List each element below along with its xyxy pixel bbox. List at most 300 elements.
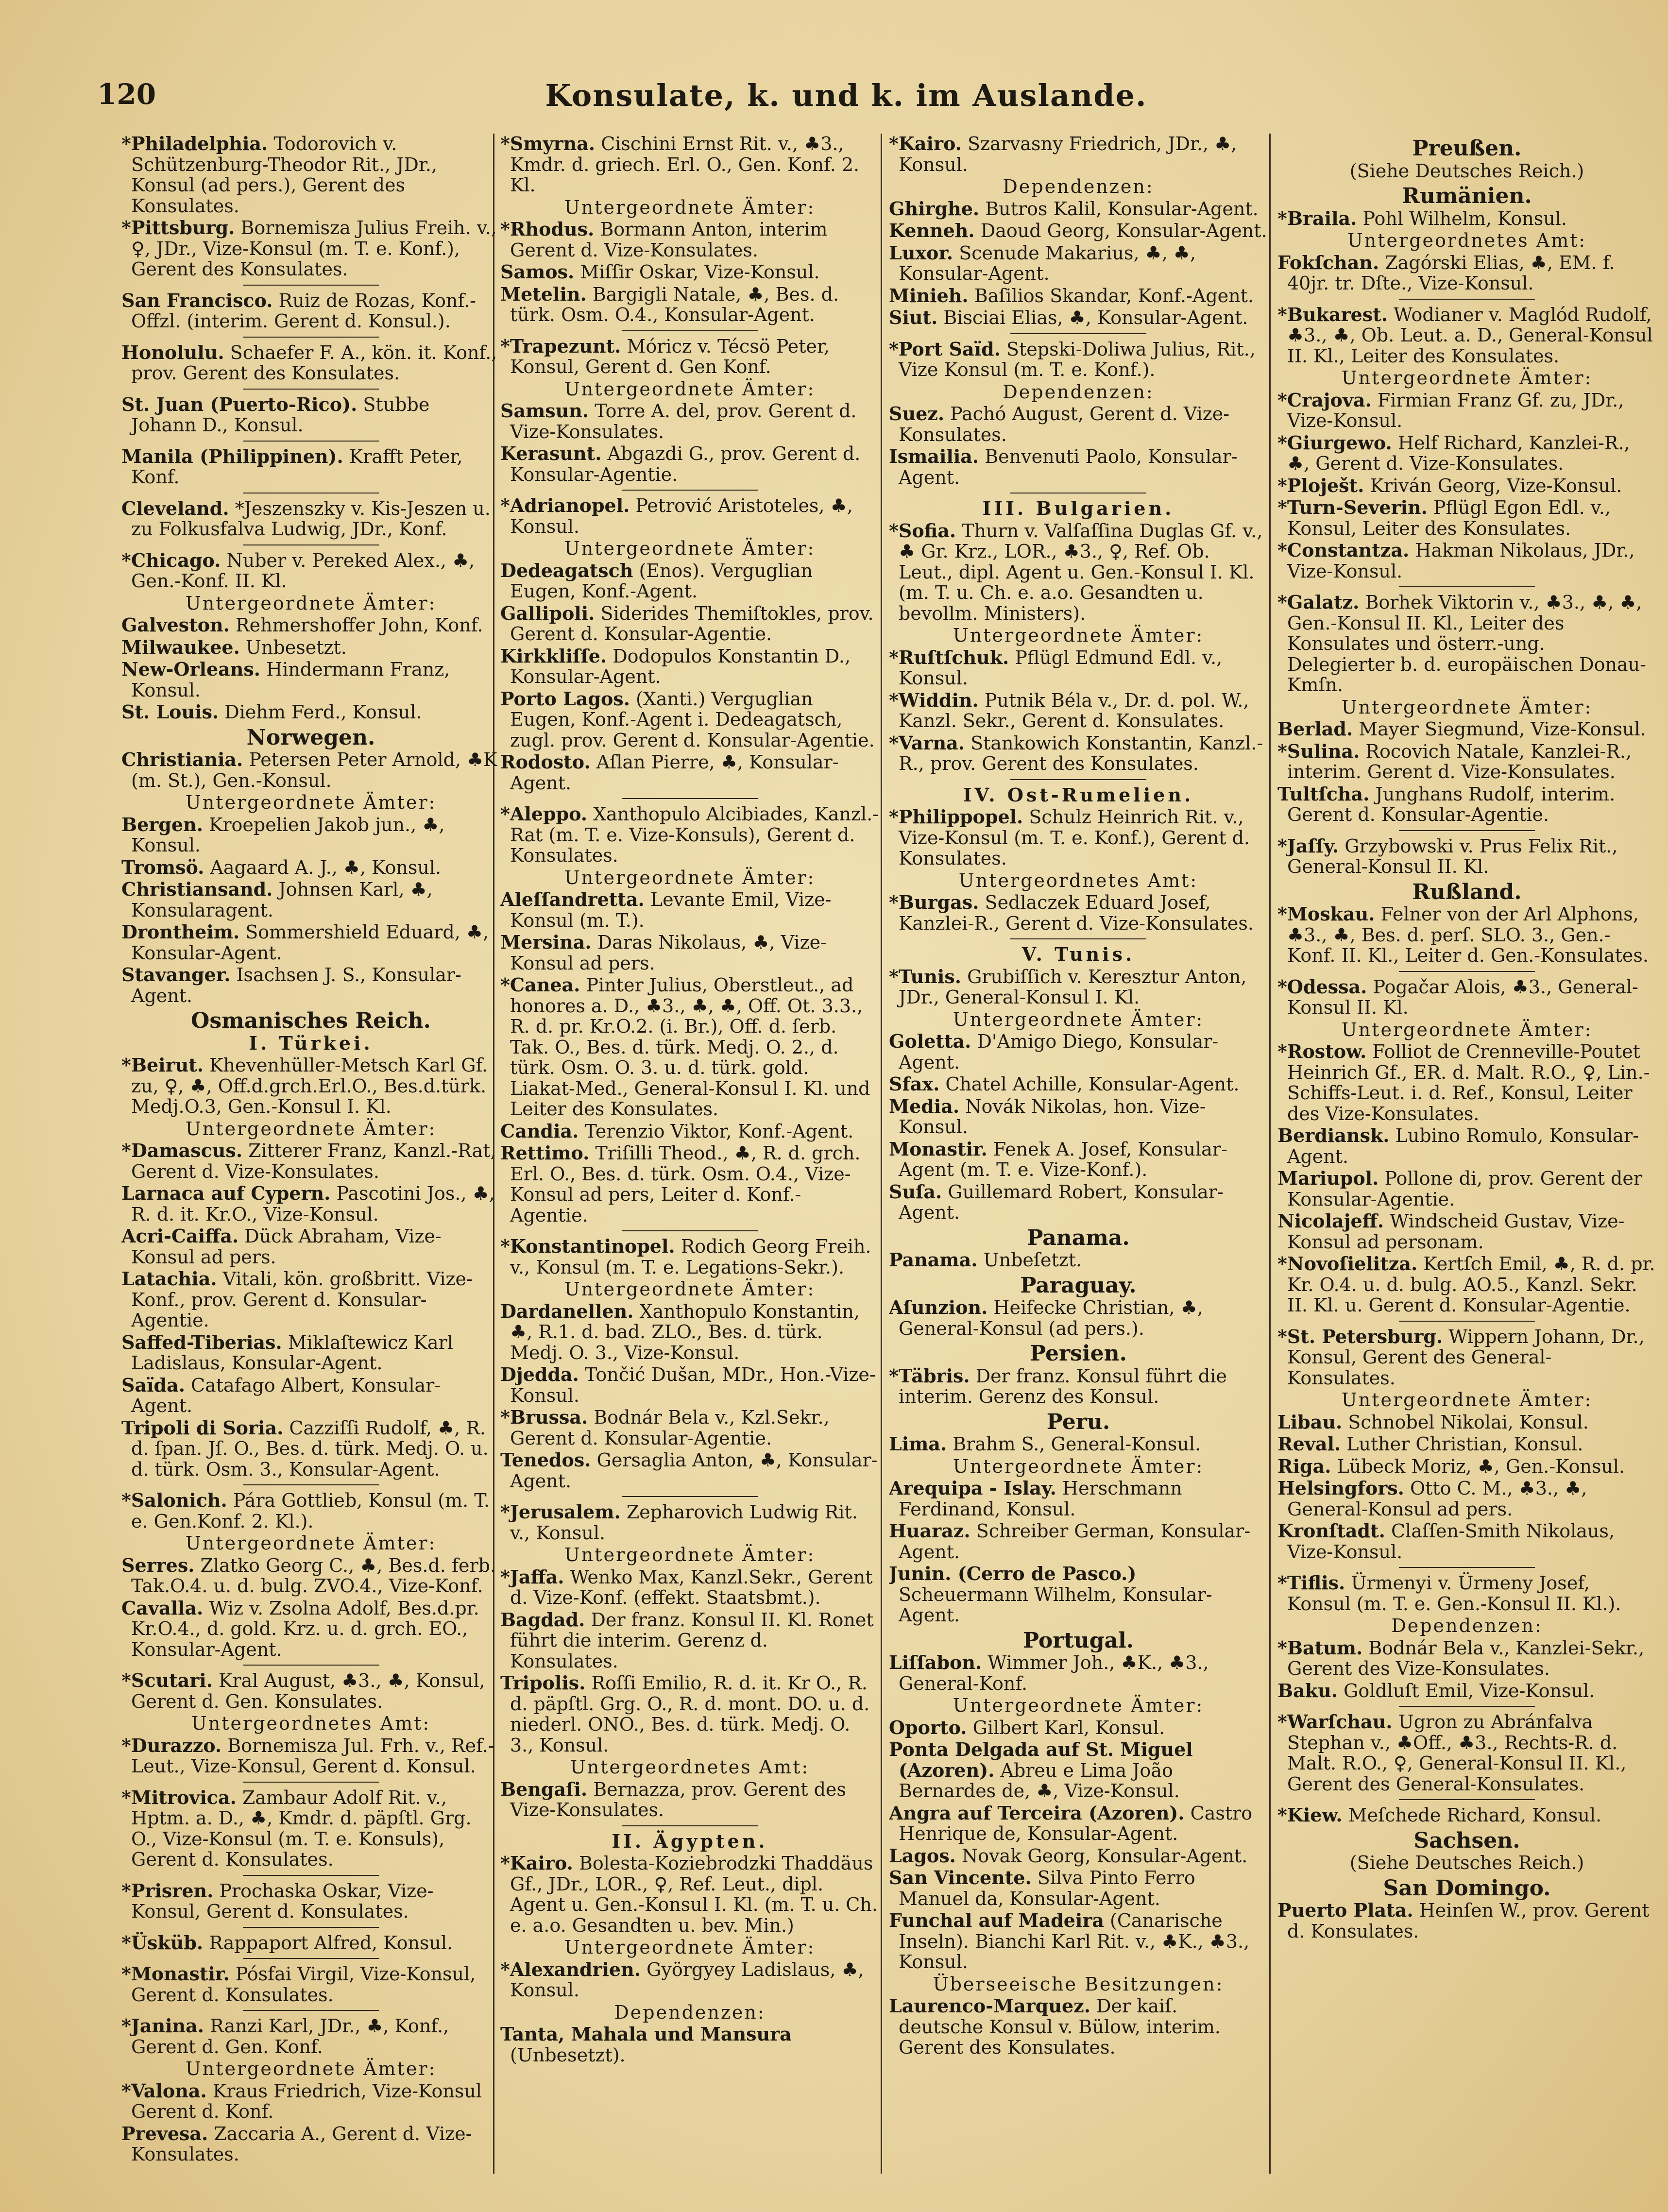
consulate-entry xyxy=(889,1521,1268,1562)
entry-separator xyxy=(121,1661,500,1669)
country-heading: Sachsen. xyxy=(1413,1828,1520,1853)
entry-text: Petrović Aristoteles, ♣, Konsul. xyxy=(510,495,853,537)
consulate-entry xyxy=(889,1910,1268,1973)
entry-text: Zitterer Franz, Kanzl.-Rat, Gerent d. Vize-Konsulates. xyxy=(131,1140,496,1182)
place-name: Libau. xyxy=(1277,1411,1343,1433)
consulate-entry xyxy=(1277,540,1656,581)
entry-separator xyxy=(500,486,879,494)
place-name: *Beirut. xyxy=(121,1054,204,1076)
entry-text: Junghans Rudolf, interim. Gerent d. Konsular-Agentie. xyxy=(1287,783,1616,825)
entry-text: Roſſi Emilio, R. d. it. Kr O., R. d. päpſtl. Grg. O., R. d. mont. DO. u. d. niederl. ONO., Bes. d. türk. Medj. O. 3., Konsul. xyxy=(510,1672,870,1756)
place-name: *Rostow. xyxy=(1277,1040,1367,1062)
entry-text: Zlatko Georg C., ♣, Bes.d. ferb. Tak.O.4. u. d. bulg. ZVO.4., Vize-Konf. xyxy=(131,1554,496,1597)
entry-separator xyxy=(889,935,1268,943)
place-name: *Batum. xyxy=(1277,1636,1363,1659)
entry-text: *Jeszenszky v. Kis-Jeszen u. zu Folkusfalva Ludwig, JDr., Konf. xyxy=(131,497,491,540)
subordinate-offices-label: Untergeordnete Ämter: xyxy=(564,1278,816,1300)
entry-text: Brahm S., General-Konsul. xyxy=(947,1433,1201,1455)
consulate-entry xyxy=(500,1364,879,1406)
country-heading: Portugal. xyxy=(1022,1628,1134,1653)
place-name: *Jaffa. xyxy=(500,1565,564,1588)
place-name: Saffed-Tiberias. xyxy=(121,1331,282,1353)
entry-separator xyxy=(1277,1702,1656,1710)
entry-text: Ugron zu Abránfalva Stephan v., ♣Off., ♣3., Rechts-R. d. Malt. R.O., ♀, General-Konsul II. Kl., Gerent des General-Konsulates. xyxy=(1287,1711,1627,1795)
place-name: *Scutari. xyxy=(121,1669,213,1691)
place-name: *Konstantinopel. xyxy=(500,1235,675,1257)
place-name: Kronſtadt. xyxy=(1277,1520,1385,1542)
country-heading: Norwegen. xyxy=(246,725,375,750)
place-name: Drontheim. xyxy=(121,921,240,943)
place-name: *Monastir. xyxy=(121,1963,230,1985)
place-name: Media. xyxy=(889,1095,960,1117)
entry-text: Pinter Julius, Oberstleut., ad honores a. D., ♣3., ♣, ♣, Off. Ot. 3.3., R. d. pr. Kr.O.2. (i. Br.), Off. d. ſerb. Tak. O., Bes. d. türk. Medj. O. 2., d. türk. Osm. O. 3. u. d. türk. gold. Liakat-Med., General-Konsul I. Kl. und Leiter des Konsulates. xyxy=(510,974,870,1120)
place-name: Manila (Philippinen). xyxy=(121,445,343,467)
consulate-entry xyxy=(1277,592,1656,696)
entry-text: Zagórski Elias, ♣, EM. f. 40jr. tr. Dſte., Vize-Konsul. xyxy=(1287,252,1615,294)
text-column-2 xyxy=(500,134,879,2174)
consulate-entry xyxy=(1277,1125,1656,1167)
entry-text: Daoud Georg, Konsular-Agent. xyxy=(974,220,1267,241)
country-heading: Panama. xyxy=(1027,1225,1130,1250)
consulate-entry xyxy=(889,690,1268,732)
place-name: *Port Saïd. xyxy=(889,338,1001,360)
entry-separator xyxy=(1277,1796,1656,1804)
place-name: Fokſchan. xyxy=(1277,251,1379,273)
place-name: Bergen. xyxy=(121,813,203,835)
entry-text: Meſchede Richard, Konsul. xyxy=(1342,1804,1602,1826)
entry-text: Luther Christian, Konsul. xyxy=(1341,1433,1583,1455)
entry-text: Chatel Achille, Konsular-Agent. xyxy=(939,1073,1240,1095)
consulate-entry xyxy=(1277,904,1656,966)
entry-text: (Enos). Verguglian Eugen, Konf.-Agent. xyxy=(510,560,813,602)
entry-separator xyxy=(121,385,500,393)
entry-text: Hakman Nikolaus, JDr., Vize-Konsul. xyxy=(1287,540,1635,582)
place-name: Panama. xyxy=(889,1249,978,1271)
entry-text: Abreu e Lima João Bernardes de, ♣, Vize-Konsul. xyxy=(899,1759,1180,1802)
dependencies-label: Dependenzen: xyxy=(1003,381,1154,403)
consulate-entry xyxy=(500,262,879,283)
entry-text: Bisciai Elias, ♣, Konsular-Agent. xyxy=(937,307,1248,328)
entry-separator xyxy=(121,1923,500,1931)
entry-text: Castro Henrique de, Konsular-Agent. xyxy=(899,1802,1253,1844)
dependencies-label: Dependenzen: xyxy=(614,2001,766,2023)
entry-text: Bolesta-Koziebrodzki Thaddäus Gf., JDr., LOR., ♀, Ref. Leut., dipl. Agent u. Gen.-Konsul I. Kl. (m. T. u. Ch. e. a.o. Gesandten u. bev. Min.) xyxy=(510,1853,878,1936)
consulate-entry xyxy=(500,1959,879,2001)
place-name: Samsun. xyxy=(500,400,589,422)
place-name: Honolulu. xyxy=(121,341,224,363)
country-heading: Persien. xyxy=(1030,1341,1127,1366)
place-name: Kirkkliſſe. xyxy=(500,645,607,667)
place-name: *Trapezunt. xyxy=(500,335,621,357)
subordinate-offices-label: Untergeordnetes Amt: xyxy=(191,1713,431,1734)
consulate-entry xyxy=(121,1418,500,1480)
entry-text: Dück Abraham, Vize-Konsul ad pers. xyxy=(131,1225,442,1268)
consulate-entry xyxy=(500,1143,879,1225)
entry-text: Scheuermann Wilhelm, Konsular-Agent. xyxy=(899,1583,1212,1626)
consulate-entry xyxy=(500,1407,879,1448)
place-name: *Aleppo. xyxy=(500,803,588,825)
entry-text: Firmian Franz Gf. zu, JDr., Vize-Konsul. xyxy=(1287,389,1624,431)
consulate-entry xyxy=(121,1881,500,1922)
consulate-entry xyxy=(1277,1712,1656,1794)
consulate-entry xyxy=(500,1502,879,1543)
place-name: Kenneh. xyxy=(889,220,975,241)
consulate-entry xyxy=(889,1074,1268,1095)
entry-text: Schreiber German, Konsular-Agent. xyxy=(899,1520,1251,1563)
entry-text: (Unbesetzt). xyxy=(510,2044,626,2066)
entry-text: Wiz v. Zsolna Adolf, Bes.d.pr. Kr.O.4., d. gold. Krz. u. d. grch. EO., Konsular-Agent. xyxy=(131,1597,479,1660)
consulate-entry xyxy=(121,1183,500,1225)
entry-text: Bornemisza Julius Freih. v., ♀, JDr., Vize-Konsul (m. T. e. Konf.), Gerent des Konsulates. xyxy=(131,217,497,280)
consulate-entry xyxy=(121,1787,500,1870)
entry-text: Johnsen Karl, ♣, Konsularagent. xyxy=(131,879,433,921)
entry-text: Xanthopulo Konstantin, ♣, R.1. d. bad. ZLO., Bes. d. türk. Medj. O. 3., Vize-Konsul. xyxy=(510,1300,860,1363)
place-name: *Canea. xyxy=(500,974,580,996)
place-name: *Ruſtſchuk. xyxy=(889,646,1009,668)
place-name: *Kiew. xyxy=(1277,1804,1343,1826)
entry-text: Borhek Viktorin v., ♣3., ♣, ♣, Gen.-Konsul II. Kl., Leiter des Konsulates und österr.-ung. Delegierter b. d. europäischen Donau-Kmſn. xyxy=(1287,592,1646,696)
entry-text: Petersen Peter Arnold, ♣K (m. St.), Gen.-Konsul. xyxy=(131,749,497,791)
dependencies-label: Dependenzen: xyxy=(1391,1615,1543,1636)
subordinate-offices-label: Untergeordnete Ämter: xyxy=(564,1544,816,1565)
place-name: Tripoli di Soria. xyxy=(121,1416,284,1439)
place-name: Mariupol. xyxy=(1277,1167,1379,1189)
consulate-entry xyxy=(889,1297,1268,1339)
consulate-entry xyxy=(889,1868,1268,1909)
consulate-entry xyxy=(1277,977,1656,1018)
entry-text: Kroepelien Jakob jun., ♣, Konsul. xyxy=(131,814,445,856)
entry-text: Kraus Friedrich, Vize-Konsul Gerent d. Konf. xyxy=(131,2080,482,2122)
consulate-entry xyxy=(889,1031,1268,1072)
place-name: Dedeagatsch xyxy=(500,559,633,581)
place-name: Candia. xyxy=(500,1120,579,1142)
place-name: Milwaukee. xyxy=(121,636,240,658)
place-name: Prevesa. xyxy=(121,2122,208,2144)
consulate-entry xyxy=(1277,1254,1656,1316)
consulate-entry xyxy=(500,1610,879,1672)
place-name: *Widdin. xyxy=(889,689,979,711)
place-name: Tromsö. xyxy=(121,856,204,878)
consulate-entry xyxy=(121,2124,500,2165)
entry-text: Stepski-Doliwa Julius, Rit., Vize Konsul (m. T. e. Konf.). xyxy=(899,338,1256,380)
consulate-entry xyxy=(889,1478,1268,1519)
entry-separator xyxy=(500,327,879,335)
place-name: Huaraz. xyxy=(889,1520,970,1542)
place-name: Saïda. xyxy=(121,1374,185,1396)
place-name: *Warſchau. xyxy=(1277,1711,1393,1733)
place-name: *Kairo. xyxy=(889,134,962,154)
entry-text: Prochaska Oskar, Vize-Konsul, Gerent d. Konsulates. xyxy=(131,1880,434,1922)
consulate-entry xyxy=(121,1332,500,1374)
place-name: Kerasunt. xyxy=(500,442,602,464)
entry-text: Schnobel Nikolai, Konsul. xyxy=(1342,1411,1589,1433)
consulate-entry xyxy=(889,733,1268,774)
entry-text: Pflügl Edmund Edl. v., Konsul. xyxy=(899,647,1223,689)
consulate-entry xyxy=(1277,1168,1656,1209)
entry-text: Der franz. Konsul führt die interim. Gerenz des Konsul. xyxy=(899,1365,1227,1407)
entry-text: Györgyey Ladislaus, ♣, Konsul. xyxy=(510,1958,864,2001)
consulate-entry xyxy=(500,689,879,751)
place-name: *Pittsburg. xyxy=(121,217,235,238)
entry-text: Sommershield Eduard, ♣, Konsular-Agent. xyxy=(131,921,489,964)
place-name: *Tiflis. xyxy=(1277,1572,1345,1594)
entry-text: Pascotini Jos., ♣, R. d. it. Kr.O., Vize-Konsul. xyxy=(131,1183,495,1225)
place-name: *Philippopel. xyxy=(889,806,1023,828)
consulate-entry xyxy=(889,307,1268,328)
entry-text: Rehmershoffer John, Konf. xyxy=(229,614,483,636)
entry-text: Krafft Peter, Konf. xyxy=(131,445,463,488)
entry-text: Wimmer Joh., ♣K., ♣3., General-Konf. xyxy=(899,1652,1209,1694)
entry-text: Levante Emil, Vize-Konsul (m. T.). xyxy=(510,889,832,931)
country-heading: Paraguay. xyxy=(1020,1273,1137,1298)
place-name: San Francisco. xyxy=(121,289,273,311)
subordinate-offices-label: Untergeordnete Ämter: xyxy=(953,1695,1204,1716)
place-name: *Brussa. xyxy=(500,1406,588,1428)
place-name: *Janina. xyxy=(121,2015,204,2037)
consulate-entry xyxy=(500,1673,879,1755)
place-name: Larnaca auf Cypern. xyxy=(121,1182,331,1204)
consulate-entry xyxy=(1277,390,1656,431)
consulate-entry xyxy=(1277,1041,1656,1124)
region-heading: I. Türkei. xyxy=(249,1032,373,1054)
place-name: Laurenco-Marquez. xyxy=(889,1995,1090,2017)
consulate-entry xyxy=(889,647,1268,689)
entry-text: Móricz v. Técsö Peter, Konsul, Gerent d. Gen Konf. xyxy=(510,335,830,377)
consulate-entry xyxy=(889,521,1268,624)
subordinate-offices-label: Untergeordnetes Amt: xyxy=(958,869,1198,891)
consulate-entry xyxy=(500,1450,879,1491)
country-heading: Rußland. xyxy=(1412,879,1522,904)
consulate-entry xyxy=(889,807,1268,869)
region-heading: II. Ägypten. xyxy=(612,1830,768,1852)
country-heading: Osmanisches Reich. xyxy=(191,1008,431,1033)
consulate-entry xyxy=(121,922,500,963)
place-name: Mersina. xyxy=(500,931,592,953)
consulate-entry xyxy=(889,1434,1268,1455)
entry-text: Putnik Béla v., Dr. d. pol. W., Kanzl. Sekr., Gerent d. Konsulates. xyxy=(899,689,1249,732)
subordinate-offices-label: Untergeordnete Ämter: xyxy=(1341,1019,1593,1040)
entry-separator xyxy=(889,489,1268,497)
consulate-entry xyxy=(889,221,1268,241)
consulate-entry xyxy=(500,219,879,260)
consulate-entry xyxy=(1277,1456,1656,1477)
column-divider xyxy=(881,134,882,2174)
consulate-entry xyxy=(1277,719,1656,740)
entry-text: Aagaard A. J., ♣, Konsul. xyxy=(204,856,442,878)
entry-text: Sedlaczek Eduard Josef, Kanzlei-R., Gerent d. Vize-Konsulates. xyxy=(899,892,1254,934)
entry-text: Daras Nikolaus, ♣, Vize-Konsul ad pers. xyxy=(510,932,827,974)
place-name: Goletta. xyxy=(889,1030,971,1052)
entry-text: Claſſen-Smith Nikolaus, Vize-Konsul. xyxy=(1287,1520,1615,1563)
subordinate-offices-label: Untergeordnetes Amt: xyxy=(570,1756,810,1778)
consulate-entry xyxy=(1277,1521,1656,1562)
place-name: Baku. xyxy=(1277,1679,1338,1702)
place-name: *Turn-Severin. xyxy=(1277,496,1428,518)
place-name: Monastir. xyxy=(889,1138,987,1160)
place-name: Angra auf Terceira (Azoren). xyxy=(889,1802,1185,1824)
consulate-entry xyxy=(1277,253,1656,294)
place-name: Rodosto. xyxy=(500,751,591,773)
consulate-entry xyxy=(500,1567,879,1608)
entry-text: Pósfai Virgil, Vize-Konsul, Gerent d. Konsulates. xyxy=(131,1963,476,2006)
entry-separator xyxy=(121,281,500,289)
place-name: Tanta, Mahala und Mansura xyxy=(500,2023,792,2045)
place-name: *Constantza. xyxy=(1277,539,1410,561)
place-name: *Novoſielitza. xyxy=(1277,1253,1418,1275)
consulate-entry xyxy=(1277,1478,1656,1519)
consulate-entry xyxy=(1277,497,1656,539)
place-name: New-Orleans. xyxy=(121,658,261,680)
entry-text: Bodnár Bela v., Kanzlei-Sekr., Gerent des Vize-Konsulates. xyxy=(1287,1637,1645,1679)
consulate-entry xyxy=(121,1269,500,1331)
place-name: *Durazzo. xyxy=(121,1734,222,1756)
entry-text: Otto C. M., ♣3., ♣, General-Konsul ad pers. xyxy=(1287,1478,1587,1520)
entry-text: Xanthopulo Alcibiades, Kanzl.-Rat (m. T. e. Vize-Konsuls), Gerent d. Konsulates. xyxy=(510,803,879,866)
consulate-entry xyxy=(1277,1412,1656,1433)
place-name: Galveston. xyxy=(121,614,230,636)
text-column-3 xyxy=(889,134,1268,2174)
consulate-entry xyxy=(889,199,1268,220)
place-name: *Salonich. xyxy=(121,1489,227,1511)
consulate-entry xyxy=(121,1140,500,1182)
place-name: Christiania. xyxy=(121,749,243,770)
entry-text: Der franz. Konsul II. Kl. Ronet führt die interim. Gerenz d. Konsulates. xyxy=(510,1609,874,1672)
subordinate-offices-label: Untergeordnete Ämter: xyxy=(564,867,816,888)
place-name: *Burgas. xyxy=(889,891,979,913)
consulate-entry xyxy=(1277,305,1656,367)
entry-text: Ruiz de Rozas, Konf.-Offzl. (interim. Gerent d. Konsul.). xyxy=(131,289,476,332)
text-column-4 xyxy=(1277,134,1656,2174)
entry-separator xyxy=(1277,583,1656,591)
place-name: Stavanger. xyxy=(121,964,231,986)
entry-text: Aſlan Pierre, ♣, Konsular-Agent. xyxy=(510,751,839,794)
place-name: *St. Petersburg. xyxy=(1277,1325,1443,1347)
place-name: Bengaſi. xyxy=(500,1778,588,1800)
place-name: Aſunzion. xyxy=(889,1296,988,1318)
place-name: *Valona. xyxy=(121,2079,207,2102)
entry-text: Abgazdi G., prov. Gerent d. Konsular-Agentie. xyxy=(510,443,861,485)
place-name: *Ploješt. xyxy=(1277,474,1364,496)
consulate-entry xyxy=(121,1055,500,1117)
place-name: *Sofia. xyxy=(889,519,956,542)
consulate-entry xyxy=(121,1964,500,2005)
cross-reference-note: (Siehe Deutsches Reich.) xyxy=(1349,1852,1584,1873)
entry-text: Szarvasny Friedrich, JDr., ♣, Konsul. xyxy=(899,134,1237,175)
consulate-entry xyxy=(500,804,879,866)
entry-text: Pollone di, prov. Gerent der Konsular-Agentie. xyxy=(1287,1168,1642,1210)
place-name: San Vincente. xyxy=(889,1867,1032,1889)
entry-text: Pogačar Alois, ♣3., General-Konsul II. Kl. xyxy=(1287,976,1638,1018)
consulate-entry xyxy=(1277,784,1656,825)
entry-text: Terenzio Viktor, Konf.-Agent. xyxy=(579,1120,854,1142)
entry-text: Windscheid Gustav, Vize-Konsul ad personam. xyxy=(1287,1210,1625,1253)
place-name: Ismailia. xyxy=(889,445,979,467)
place-name: Acri-Caiffa. xyxy=(121,1225,239,1247)
subordinate-offices-label: Untergeordnete Ämter: xyxy=(185,792,437,813)
entry-text: Fenek A. Josef, Konsular-Agent (m. T. e. Vize-Konf.). xyxy=(899,1138,1227,1180)
place-name: Riga. xyxy=(1277,1455,1331,1477)
place-name: St. Louis. xyxy=(121,701,219,723)
place-name: Siut. xyxy=(889,306,938,328)
consulate-entry xyxy=(500,889,879,931)
entry-text: Gersaglia Anton, ♣, Konsular-Agent. xyxy=(510,1449,878,1492)
entry-text: Cazziſſi Rudolf, ♣, R. d. ſpan. Jſ. O., Bes. d. türk. Medj. O. u. d. türk. Osm. 3., Konsular-Agent. xyxy=(131,1417,489,1480)
place-name: *Rhodus. xyxy=(500,218,595,240)
consulate-entry xyxy=(500,561,879,602)
entry-text: Gilbert Karl, Konsul. xyxy=(967,1717,1165,1738)
consulate-entry xyxy=(500,134,879,196)
region-heading: IV. Ost-Rumelien. xyxy=(963,783,1194,806)
place-name: Rettimo. xyxy=(500,1142,590,1164)
entry-text: Schaefer F. A., kön. it. Konf., prov. Gerent des Konsulates. xyxy=(131,341,497,384)
consulate-entry xyxy=(121,1226,500,1267)
consulate-entry xyxy=(889,1564,1268,1626)
consulate-entry xyxy=(1277,1211,1656,1252)
entry-text: Zaccaria A., Gerent d. Vize-Konsulates. xyxy=(131,2123,472,2165)
entry-separator xyxy=(121,333,500,341)
consulate-entry xyxy=(121,498,500,540)
entry-text: Bodnár Bela v., Kzl.Sekr., Gerent d. Konsular-Agentie. xyxy=(510,1407,830,1449)
entry-text: Cischini Ernst Rit. v., ♣3., Kmdr. d. griech. Erl. O., Gen. Konf. 2. Kl. xyxy=(510,134,860,196)
subordinate-offices-label: Untergeordnete Ämter: xyxy=(1341,1389,1593,1411)
consulate-entry xyxy=(1277,1434,1656,1455)
place-name: Christiansand. xyxy=(121,878,273,900)
entry-separator xyxy=(121,2007,500,2014)
subordinate-offices-label: Untergeordnete Ämter: xyxy=(1341,367,1593,389)
entry-text: Unbeſetzt. xyxy=(977,1249,1082,1271)
consulate-entry xyxy=(1277,1638,1656,1679)
place-name: Puerto Plata. xyxy=(1277,1899,1413,1921)
entry-text: Scenude Makarius, ♣, ♣, Konsular-Agent. xyxy=(899,242,1196,284)
place-name: Cavalla. xyxy=(121,1597,204,1619)
place-name: St. Juan (Puerto-Rico). xyxy=(121,393,357,415)
country-heading: Preußen. xyxy=(1412,136,1522,161)
place-name: Nicolajeff. xyxy=(1277,1210,1384,1232)
entry-text: Rappaport Alfred, Konsul. xyxy=(203,1932,453,1954)
entry-text: Ürmenyi v. Ürmeny Josef, Konsul (m. T. e. Gen.-Konsul II. Kl.). xyxy=(1287,1572,1621,1615)
entry-separator xyxy=(121,1872,500,1879)
subordinate-offices-label: Untergeordnete Ämter: xyxy=(953,1008,1204,1030)
consulate-entry xyxy=(1277,1900,1656,1941)
region-heading: V. Tunis. xyxy=(1021,943,1135,965)
place-name: Junin. (Cerro de Pasco.) xyxy=(889,1563,1137,1584)
place-name: *Moskau. xyxy=(1277,903,1375,925)
entry-text: Folliot de Crenneville-Poutet Heinrich Gf., ER. d. Malt. R.O., ♀, Lin.-Schiffs-Leut. i. d. Ref., Konsul, Leiter des Vize-Konsulates. xyxy=(1287,1041,1650,1124)
entry-text: Benvenuti Paolo, Konsular-Agent. xyxy=(899,446,1238,488)
place-name: Cleveland. xyxy=(121,497,229,519)
entry-text: Nuber v. Pereked Alex., ♣, Gen.-Konf. II. Kl. xyxy=(131,549,475,592)
consulate-entry xyxy=(121,1736,500,1777)
entry-separator xyxy=(1277,1317,1656,1325)
consulate-entry xyxy=(121,218,500,280)
entry-text: (Xanti.) Verguglian Eugen, Konf.-Agent i. Dedeagatsch, zugl. prov. Gerent d. Konsular-Agentie. xyxy=(510,688,875,751)
consulate-entry xyxy=(1277,836,1656,877)
place-name: *Jerusalem. xyxy=(500,1501,621,1523)
place-name: Oporto. xyxy=(889,1716,967,1738)
place-name: Funchal auf Madeira xyxy=(889,1909,1104,1931)
consulate-entry xyxy=(1277,433,1656,474)
consulate-entry xyxy=(121,815,500,856)
dependencies-label: Dependenzen: xyxy=(1003,176,1154,197)
entry-separator xyxy=(500,1493,879,1500)
place-name: Bagdad. xyxy=(500,1608,585,1631)
consulate-entry xyxy=(889,1366,1268,1407)
place-name: *Damascus. xyxy=(121,1140,243,1161)
entry-text: Felner von der Arl Alphons, ♣3., ♣, Bes. d. perſ. SLO. 3., Gen.-Konf. II. Kl., Leiter d. Gen.-Konsulates. xyxy=(1287,903,1649,966)
entry-text: Pflügl Egon Edl. v., Konsul, Leiter des Konsulates. xyxy=(1287,497,1611,539)
entry-text: Heinſen W., prov. Gerent d. Konsulates. xyxy=(1287,1900,1650,1942)
entry-text: Lübeck Moriz, ♣, Gen.-Konsul. xyxy=(1331,1455,1625,1477)
